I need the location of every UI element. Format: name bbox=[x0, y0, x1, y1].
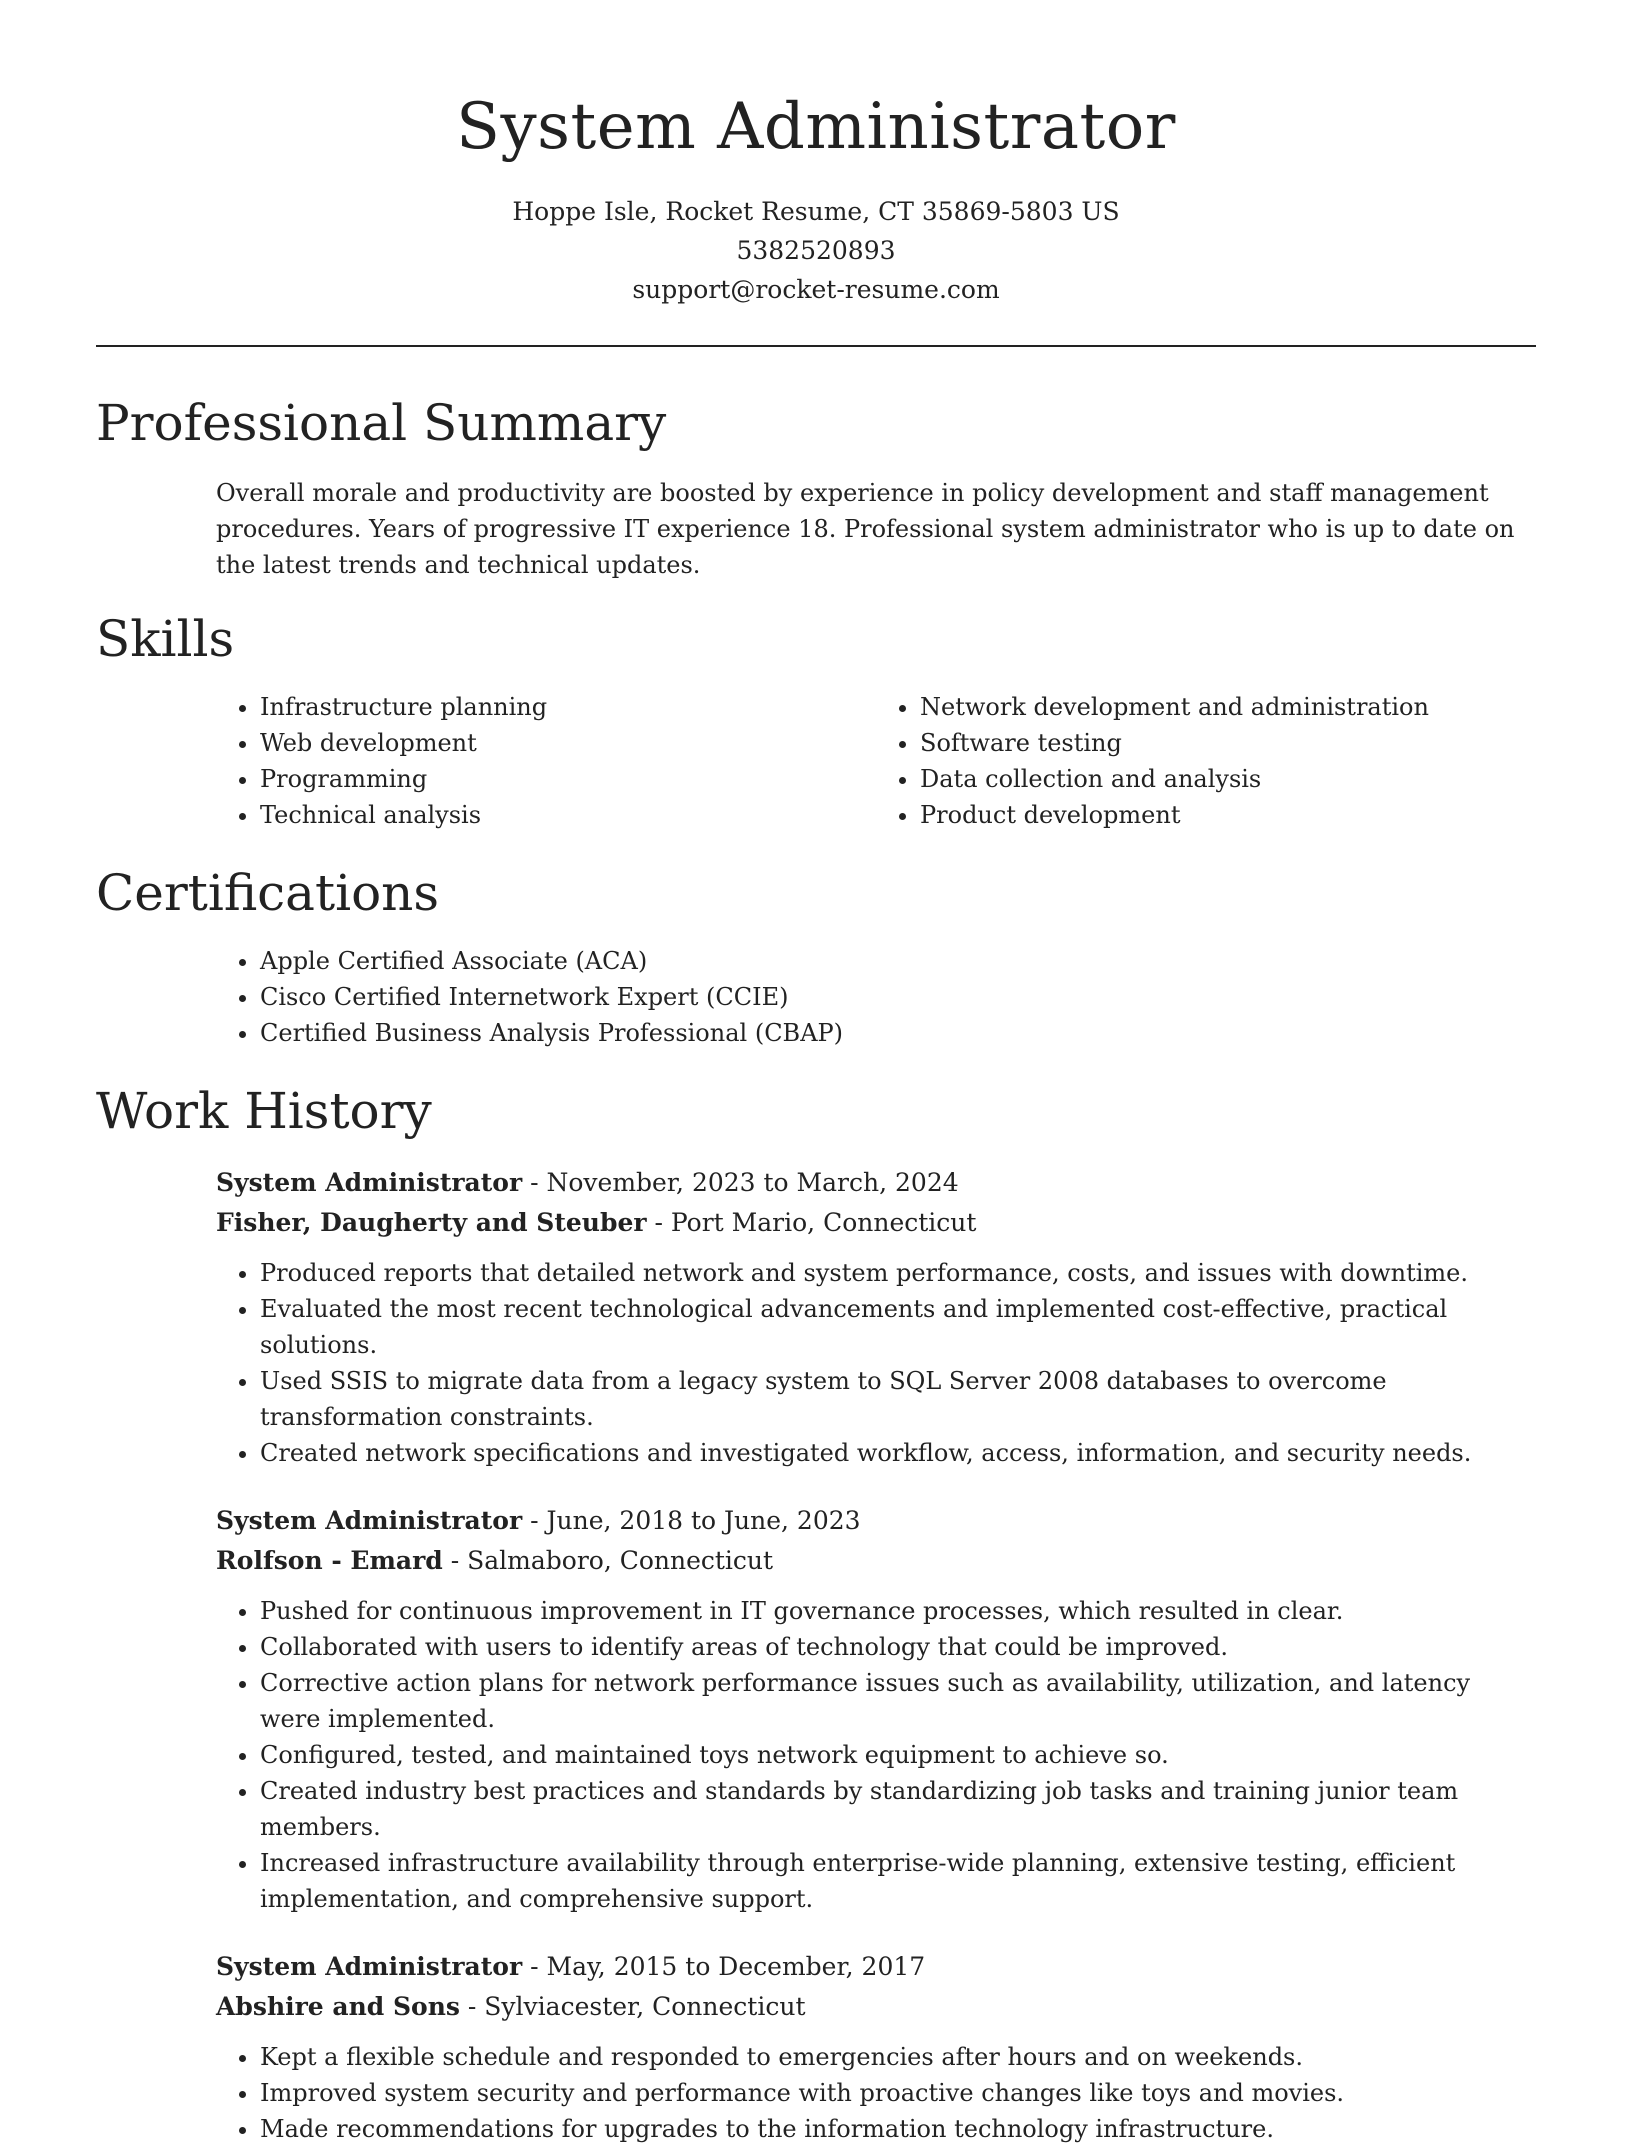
certification-item: • Apple Certified Associate (ACA) bbox=[260, 943, 1536, 979]
job-entry bbox=[216, 1163, 1536, 1471]
email: support@rocket-resume.com bbox=[632, 275, 1000, 304]
skill-item: • Software testing bbox=[920, 725, 1536, 761]
skill-item: • Infrastructure planning bbox=[260, 689, 876, 725]
job-role: System Administrator bbox=[216, 1952, 523, 1981]
job-company-line bbox=[216, 1541, 1536, 1581]
job-bullet: • Produced reports that detailed network and system performance, costs, and issues with downtime. bbox=[260, 1255, 1536, 1291]
job-role: System Administrator bbox=[216, 1168, 523, 1197]
skills-left-column bbox=[216, 689, 876, 833]
certifications-list bbox=[216, 943, 1536, 1051]
job-title-line bbox=[216, 1947, 1536, 1987]
resume-header bbox=[0, 0, 1632, 309]
job-bullets bbox=[216, 2039, 1536, 2147]
job-bullet: • Created network specifications and investigated workflow, access, information, and security needs. bbox=[260, 1435, 1536, 1471]
job-location: - Sylviacester, Connecticut bbox=[459, 1992, 806, 2021]
job-location: - Port Mario, Connecticut bbox=[646, 1208, 977, 1237]
job-bullet: • Pushed for continuous improvement in IT governance processes, which resulted in clear. bbox=[260, 1593, 1536, 1629]
skill-item: • Network development and administration bbox=[920, 689, 1536, 725]
skills-section bbox=[96, 607, 1536, 833]
skill-item: • Web development bbox=[260, 725, 876, 761]
job-company: Fisher, Daugherty and Steuber bbox=[216, 1208, 647, 1237]
job-bullets bbox=[216, 1593, 1536, 1917]
job-entry bbox=[216, 1947, 1536, 2147]
work-history-section bbox=[96, 1079, 1536, 2147]
job-bullet: • Used SSIS to migrate data from a legacy system to SQL Server 2008 databases to overcome transformation constraints. bbox=[260, 1363, 1536, 1435]
job-company-line bbox=[216, 1987, 1536, 2027]
job-company: Abshire and Sons bbox=[216, 1992, 460, 2021]
section-title-work-history: Work History bbox=[96, 1082, 432, 1140]
address: Hoppe Isle, Rocket Resume, CT 35869-5803 US bbox=[512, 197, 1120, 226]
job-bullet: • Collaborated with users to identify areas of technology that could be improved. bbox=[260, 1629, 1536, 1665]
job-dates: - November, 2023 to March, 2024 bbox=[522, 1168, 959, 1197]
job-dates: - June, 2018 to June, 2023 bbox=[522, 1506, 861, 1535]
job-bullet: • Improved system security and performance with proactive changes like toys and movies. bbox=[260, 2075, 1536, 2111]
skill-item: • Programming bbox=[260, 761, 876, 797]
section-title-certifications: Certifications bbox=[96, 864, 440, 922]
job-bullet: • Kept a flexible schedule and responded to emergencies after hours and on weekends. bbox=[260, 2039, 1536, 2075]
job-role: System Administrator bbox=[216, 1506, 523, 1535]
job-location: - Salmaboro, Connecticut bbox=[442, 1546, 774, 1575]
skill-item: • Product development bbox=[920, 797, 1536, 833]
skill-item: • Data collection and analysis bbox=[920, 761, 1536, 797]
job-bullet: • Created industry best practices and standards by standardizing job tasks and training junior team members. bbox=[260, 1773, 1536, 1845]
certification-item: • Cisco Certified Internetwork Expert (CCIE) bbox=[260, 979, 1536, 1015]
header-divider bbox=[96, 345, 1536, 347]
certification-item: • Certified Business Analysis Professional (CBAP) bbox=[260, 1015, 1536, 1051]
skills-right-column bbox=[876, 689, 1536, 833]
summary-text: Overall morale and productivity are boosted by experience in policy development and staff management procedures. Years of progressive IT experience 18. Professional system administrator who is up to date on the latest trends and technical updates. bbox=[216, 479, 1515, 579]
job-bullet: • Increased infrastructure availability through enterprise-wide planning, extensive testing, efficient implementation, and comprehensive support. bbox=[260, 1845, 1536, 1917]
job-title-line bbox=[216, 1163, 1536, 1203]
skill-item: • Technical analysis bbox=[260, 797, 876, 833]
job-bullet: • Evaluated the most recent technological advancements and implemented cost-effective, practical solutions. bbox=[260, 1291, 1536, 1363]
job-bullets bbox=[216, 1255, 1536, 1471]
job-bullet: • Made recommendations for upgrades to the information technology infrastructure. bbox=[260, 2111, 1536, 2147]
section-title-skills: Skills bbox=[96, 610, 235, 668]
phone: 5382520893 bbox=[736, 236, 896, 265]
certifications-items bbox=[216, 943, 1536, 1051]
job-dates: - May, 2015 to December, 2017 bbox=[522, 1952, 926, 1981]
certifications-section bbox=[96, 861, 1536, 1051]
job-company: Rolfson - Emard bbox=[216, 1546, 443, 1575]
section-title-professional-summary: Professional Summary bbox=[96, 394, 667, 452]
job-entry bbox=[216, 1501, 1536, 1917]
job-bullet: • Corrective action plans for network performance issues such as availability, utilization, and latency were implemented. bbox=[260, 1665, 1536, 1737]
job-company-line bbox=[216, 1203, 1536, 1243]
professional-summary-section bbox=[96, 391, 1536, 583]
job-title-line bbox=[216, 1501, 1536, 1541]
skills-grid bbox=[216, 689, 1536, 833]
candidate-name: System Administrator bbox=[456, 90, 1176, 164]
contact-info bbox=[0, 192, 1632, 309]
job-bullet: • Configured, tested, and maintained toys network equipment to achieve so. bbox=[260, 1737, 1536, 1773]
